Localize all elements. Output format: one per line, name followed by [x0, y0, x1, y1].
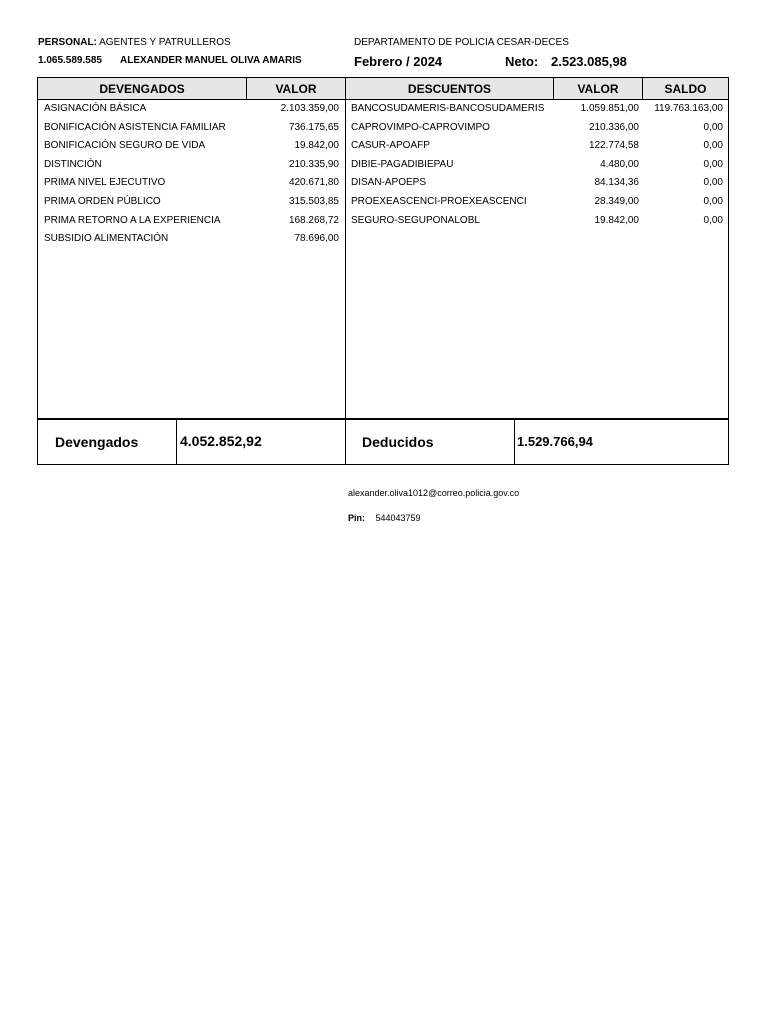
devengado-concepto: PRIMA NIVEL EJECUTIVO: [44, 177, 166, 189]
descuento-valor: 28.349,00: [594, 196, 639, 207]
pin-label: Pin:: [348, 513, 365, 523]
devengado-valor: 19.842,00: [294, 140, 339, 152]
neto-label: Neto:: [505, 54, 539, 69]
totals-divider: [37, 418, 729, 420]
pin-line: [348, 513, 421, 523]
descuento-saldo: 0,00: [703, 121, 723, 133]
divider: [246, 77, 247, 100]
devengado-concepto: PRIMA ORDEN PÚBLICO: [44, 196, 161, 207]
devengado-concepto: DISTINCIÓN: [44, 158, 102, 170]
devengado-valor: 420.671,80: [288, 177, 339, 189]
divider: [642, 77, 643, 100]
divider: [553, 77, 554, 100]
personal-label: PERSONAL:: [38, 37, 97, 48]
total-devengados-value: 4.052.852,92: [180, 433, 262, 449]
total-deducidos-value: 1.529.766,94: [517, 434, 593, 449]
descuento-saldo: 0,00: [703, 214, 723, 226]
descuento-valor: 210.336,00: [588, 121, 639, 133]
employee-email: alexander.oliva1012@correo.policia.gov.co: [348, 488, 520, 498]
devengado-valor: 210.335,90: [288, 158, 339, 170]
total-devengados-label: Devengados: [55, 434, 139, 450]
personal-line: [38, 37, 231, 48]
devengado-valor: 736.175,65: [288, 121, 339, 133]
descuento-concepto: CASUR-APOAFP: [351, 140, 430, 152]
descuento-concepto: DIBIE-PAGADIBIEPAU: [351, 158, 454, 170]
devengado-valor: 168.268,72: [288, 214, 339, 226]
divider: [514, 419, 515, 465]
descuento-concepto: PROEXEASCENCI-PROEXEASCENCI: [351, 196, 527, 207]
col-valor-descuentos: VALOR: [554, 78, 642, 99]
employee-name: ALEXANDER MANUEL OLIVA AMARIS: [120, 55, 302, 66]
total-deducidos-label: Deducidos: [362, 434, 434, 450]
descuento-valor: 19.842,00: [594, 214, 639, 226]
devengado-valor: 2.103.359,00: [280, 103, 339, 114]
descuento-valor: 84.134,36: [594, 177, 639, 189]
department-name: DEPARTAMENTO DE POLICIA CESAR-DECES: [354, 37, 569, 48]
pin-value: 544043759: [375, 513, 421, 523]
id-number: 1.065.589.585: [38, 55, 102, 66]
devengado-valor: 315.503,85: [288, 196, 339, 207]
devengado-concepto: PRIMA RETORNO A LA EXPERIENCIA: [44, 214, 221, 226]
descuento-concepto: CAPROVIMPO-CAPROVIMPO: [351, 121, 490, 133]
descuento-saldo: 0,00: [703, 140, 723, 152]
col-valor-devengados: VALOR: [247, 78, 345, 99]
devengado-concepto: SUBSIDIO ALIMENTACIÓN: [44, 233, 169, 245]
descuento-saldo: 0,00: [703, 196, 723, 207]
devengado-concepto: BONIFICACIÓN SEGURO DE VIDA: [44, 140, 206, 152]
descuento-saldo: 119.763.163,00: [654, 103, 723, 114]
descuento-valor: 4.480,00: [600, 158, 639, 170]
devengado-valor: 78.696,00: [294, 233, 339, 245]
descuento-saldo: 0,00: [703, 158, 723, 170]
pay-period: Febrero / 2024: [354, 54, 443, 69]
devengado-concepto: BONIFICACIÓN ASISTENCIA FAMILIAR: [44, 121, 226, 133]
descuento-valor: 122.774,58: [588, 140, 639, 152]
col-devengados: DEVENGADOS: [38, 78, 246, 99]
neto-value: 2.523.085,98: [551, 54, 627, 69]
col-descuentos: DESCUENTOS: [346, 78, 553, 99]
divider: [176, 419, 177, 465]
col-saldo: SALDO: [643, 78, 728, 99]
descuento-saldo: 0,00: [703, 177, 723, 189]
descuento-concepto: DISAN-APOEPS: [351, 177, 427, 189]
descuento-concepto: BANCOSUDAMERIS-BANCOSUDAMERIS: [351, 103, 545, 114]
center-divider: [345, 77, 346, 465]
devengado-concepto: ASIGNACIÓN BÁSICA: [44, 103, 147, 114]
descuento-concepto: SEGURO-SEGUPONALOBL: [351, 214, 480, 226]
personal-value: AGENTES Y PATRULLEROS: [99, 37, 231, 48]
descuento-valor: 1.059.851,00: [580, 103, 639, 114]
